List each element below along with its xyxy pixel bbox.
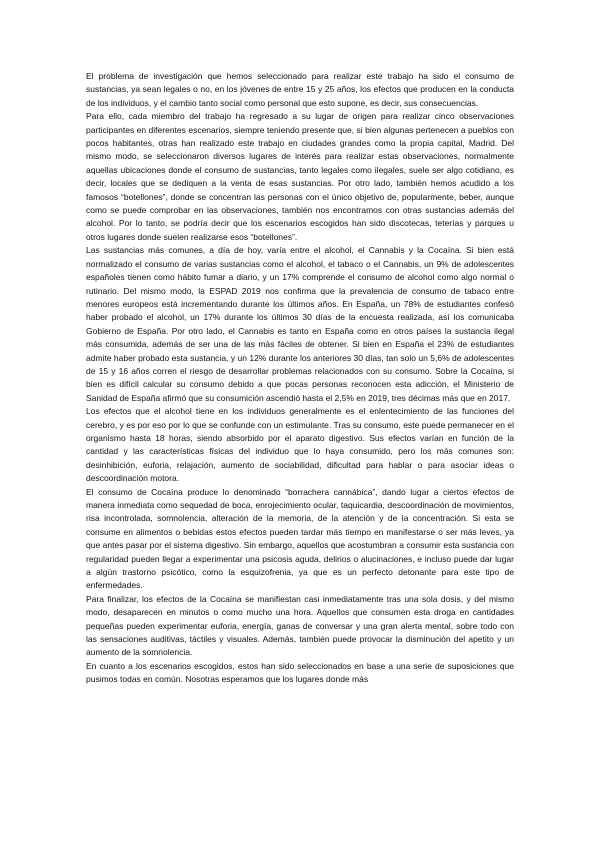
- paragraph-research-problem: El problema de investigación que hemos seleccionado para realizar este trabajo ha sido el consumo de sustancias, ya sean legales o no, en los jóvenes de entre 15 y 25 años, los efectos que producen en la conducta de los individuos, y el cambio tanto social como personal que esto supone, es decir, sus consecuencias.: [86, 71, 514, 108]
- document-body: [86, 70, 514, 687]
- paragraph-common-substances: Las sustancias más comunes, a día de hoy, varía entre el alcohol, el Cannabis y la Cocaína. Si bien está normalizado el consumo de varias sustancias como el alcohol, el tabaco o el Cannabis, un 9% de adolescentes españoles tienen como hábito fumar a diario, y un 17% comprende el consumo de alcohol como algo normal o rutinario. Del mismo modo, la ESPAD 2019 nos confirma que la prevalencia de consumo de tabaco entre menores europeos está incrementando durante los últimos años. En España, un 78% de estudiantes confesó haber probado el alcohol, un 17% durante los últimos 30 días de la encuesta realizada, así los comunicaba Gobierno de España. Por otro lado, el Cannabis es tanto en España como en otros países la sustancia ilegal más consumida, además de ser una de las más fáciles de obtener. Si bien en España el 23% de estudiantes admite haber probado esta sustancia, y un 12% durante los anteriores 30 días, tan solo un 5,6% de adolescentes de 15 y 16 años corren el riesgo de desarrollar problemas relacionados con su consumo. Sobre la Cocaína, si bien es difícil calcular su consumo debido a que pocas personas reconocen esta adicción, el Ministerio de Sanidad de España afirmó que su consumición ascendió hasta el 2,5% en 2019, tres décimas más que en 2017.: [86, 245, 514, 403]
- paragraph-cocaine-effects: Para finalizar, los efectos de la Cocaína se manifiestan casi inmediatamente tras una sola dosis, y del mismo modo, desaparecen en minutos o como mucho una hora. Aquellos que consumen esta droga en cantidades pequeñas pueden experimentar euforia, energía, ganas de conversar y una gran alerta mental, sobre todo con las sensaciones auditivas, táctiles y visuales. Además, también puede provocar la disminución del apetito y un aumento de la somnolencia.: [86, 593, 514, 658]
- paragraph-alcohol-effects: Los efectos que el alcohol tiene en los individuos generalmente es el enlentecimiento de las funciones del cerebro, y es por eso por lo que se confunde con un estimulante. Tras su consumo, este puede permanecer en el organismo hasta 18 horas, siendo absorbido por el aparato digestivo. Sus efectos varían en función de la cantidad y las características físicas del individuo que lo haya consumido, pero los más comunes son: desinhibición, euforia, relajación, aumento de sociabilidad, dificultad para hablar o para asociar ideas o descoordinación motora.: [86, 406, 514, 484]
- paragraph-cannabis-effects: El consumo de Cocaína produce lo denominado “borrachera cannábica”, dando lugar a ciertos efectos de manera inmediata como sequedad de boca, enrojecimiento ocular, taquicardia, descoordinación de movimientos, risa incontrolada, somnolencia, alteración de la memoria, de la atención y de la concentración. Si esta se consume en alimentos o bebidas estos efectos pueden tardar más tiempo en manifestarse o ser más leves, ya que antes pasar por el sistema digestivo. Sin embargo, aquellos que acostumbran a consumir esta sustancia con regularidad pueden llegar a experimentar una psicosis aguda, delirios o alucinaciones, e incluso puede dar lugar a algún trastorno psicótico, como la esquizofrenia, ya que es un perfecto detonante para este tipo de enfermedades.: [86, 486, 514, 591]
- paragraph-scenarios: En cuanto a los escenarios escogidos, estos han sido seleccionados en base a una serie de suposiciones que pusimos todas en común. Nosotras esperamos que los lugares donde más: [86, 660, 514, 685]
- paragraph-methodology: Para ello, cada miembro del trabajo ha regresado a su lugar de origen para realizar cinco observaciones participantes en diferentes escenarios, siempre teniendo presente que, si bien algunas pertenecen a pueblos con pocos habitantes, otras han realizado este trabajo en ciudades grandes como la propia capital, Madrid. Del mismo modo, se seleccionaron diversos lugares de interés para realizar estas observaciones, normalmente aquellas ubicaciones donde el consumo de sustancias, tanto legales como ilegales, suele ser algo cotidiano, es decir, locales que se dediquen a la venta de esas sustancias. Por otro lado, también hemos acudido a los famosos “botellones”, donde se concentran las personas con el único objetivo de, popularmente, beber, aunque como se puede comprobar en las observaciones, también nos encontramos con otras sustancias además del alcohol. Por lo tanto, se podría decir que los escenarios escogidos han sido discotecas, teterías y parques u otros lugares donde suelen realizarse esos “botellones”.: [86, 111, 514, 242]
